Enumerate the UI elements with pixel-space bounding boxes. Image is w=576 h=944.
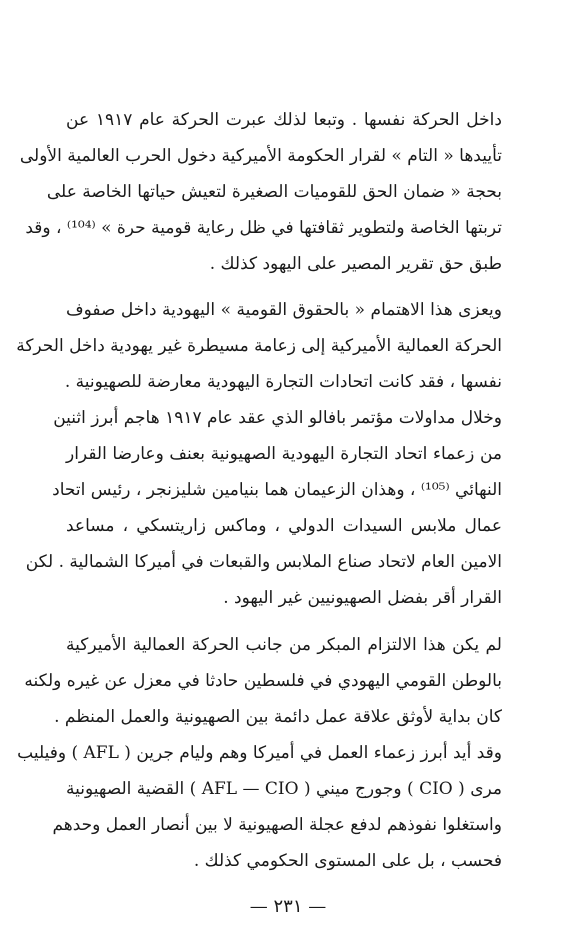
text-line: وخلال مداولات مؤتمر بافالو الذي عقد عام ١٩١٧ هاجم أبرز اثنين xyxy=(53,408,502,428)
text-line: ويعزى هذا الاهتمام « بالحقوق القومية » اليهودية داخل صفوف xyxy=(66,300,502,320)
text-line: طبق حق تقرير المصير على اليهود كذلك . xyxy=(209,254,502,274)
text-line: عمال ملابس السيدات الدولي ، وماكس زاريتسكي ، مساعد xyxy=(66,516,502,536)
text-line: من زعماء اتحاد التجارة اليهودية الصهيونية بعنف وعارضا القرار xyxy=(66,444,502,464)
text-line: بحجة « ضمان الحق للقوميات الصغيرة لتعيش حياتها الخاصة على xyxy=(46,182,502,202)
text-line: الامين العام لاتحاد صناع الملابس والقبعات في أميركا الشمالية . لكن xyxy=(25,552,502,572)
text-line: نفسها ، فقد كانت اتحادات التجارة اليهودية معارضة للصهيونية . xyxy=(64,372,502,392)
text-line: واستغلوا نفوذهم لدفع عجلة الصهيونية لا بين أنصار العمل وحدهم xyxy=(52,815,502,835)
paragraph-1 xyxy=(19,102,502,282)
text-line: بالوطن القومي اليهودي في فلسطين حادثا في معزل عن غيره ولكنه xyxy=(24,671,502,691)
text-line: وقد أيد أبرز زعماء العمل في أميركا وهم وليام جرين ( AFL ) وفيليب xyxy=(17,743,502,763)
text-line: الحركة العمالية الأميركية إلى زعامة مسيطرة غير يهودية داخل الحركة xyxy=(16,336,502,356)
paragraph-3 xyxy=(17,627,502,879)
text-line: تأييدها « التام » لقرار الحكومة الأميركية دخول الحرب العالمية الأولى xyxy=(19,146,502,166)
text-line: مرى ( CIO ) وجورج ميني ( AFL — CIO ) القضية الصهيونية xyxy=(66,779,502,799)
text-line: كان بداية لأوثق علاقة عمل دائمة بين الصهيونية والعمل المنظم . xyxy=(54,707,502,727)
page-number: — ٢٣١ — xyxy=(249,896,327,917)
text-line: النهائي ⁽¹⁰⁵⁾ ، وهذان الزعيمان هما بنيامين شليزنجر ، رئيس اتحاد xyxy=(52,480,502,500)
text-line: لم يكن هذا الالتزام المبكر من جانب الحركة العمالية الأميركية xyxy=(66,635,502,655)
text-line: القرار أقر بفضل الصهيونيين غير اليهود . xyxy=(223,588,502,608)
text-line: داخل الحركة نفسها . وتبعا لذلك عبرت الحركة عام ١٩١٧ عن xyxy=(66,110,502,130)
text-line: تربتها الخاصة ولتطوير ثقافتها في ظل رعاية قومية حرة » ⁽¹⁰⁴⁾ ، وقد xyxy=(25,218,502,238)
text-line: فحسب ، بل على المستوى الحكومي كذلك . xyxy=(193,851,502,871)
paragraph-2 xyxy=(16,292,502,616)
